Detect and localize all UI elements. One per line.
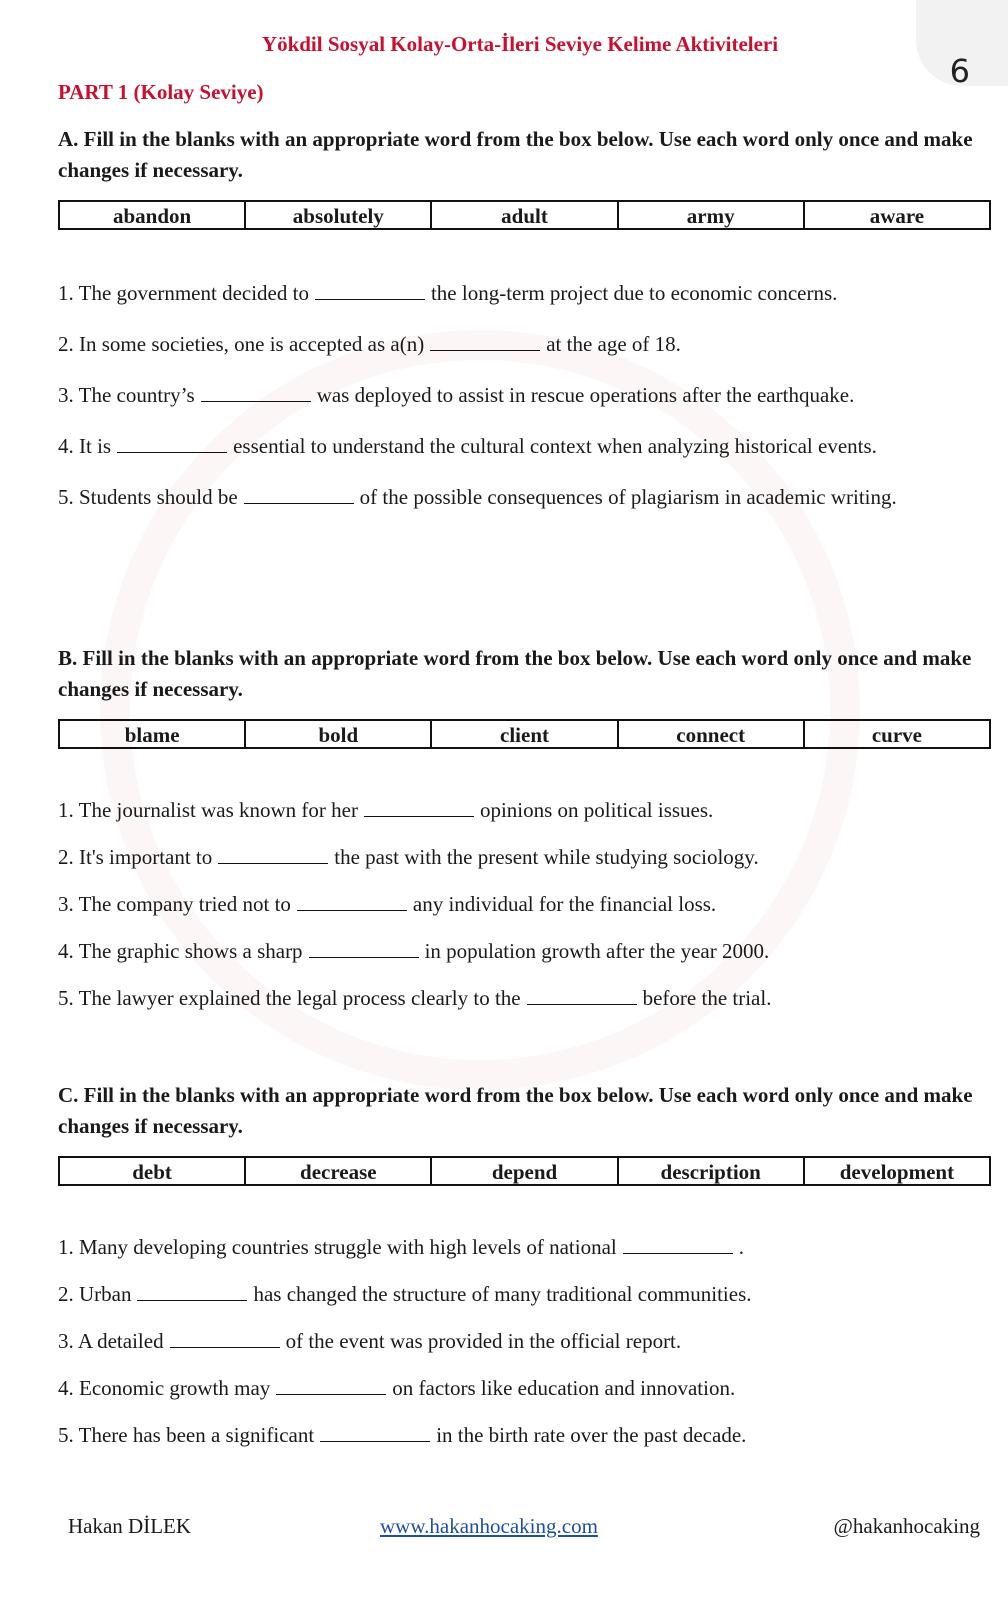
answer-blank[interactable] — [430, 332, 540, 351]
document-title: Yökdil Sosyal Kolay-Orta-İleri Seviye Kelime Aktiviteleri — [261, 32, 779, 56]
section-instruction: B. Fill in the blanks with an appropriate word from the box below. Use each word only once and make changes if necessary. — [58, 646, 972, 701]
question: 3. The country’s was deployed to assist in rescue operations after the earthquake. — [58, 383, 855, 407]
word-box-item: client — [432, 721, 618, 747]
word-box-item: adult — [432, 202, 618, 228]
question: 1. The journalist was known for her opinions on political issues. — [58, 798, 714, 822]
section-b — [58, 643, 998, 1014]
answer-blank[interactable] — [364, 798, 474, 817]
answer-blank[interactable] — [117, 434, 227, 453]
word-box-item: description — [619, 1158, 805, 1184]
word-box — [58, 719, 991, 749]
answer-blank[interactable] — [309, 939, 419, 958]
question: 1. The government decided to the long-term project due to economic concerns. — [58, 281, 838, 305]
answer-blank[interactable] — [170, 1329, 280, 1348]
word-box-item: army — [619, 202, 805, 228]
answer-blank[interactable] — [320, 1423, 430, 1442]
answer-blank[interactable] — [276, 1376, 386, 1395]
section-a — [58, 124, 998, 513]
answer-blank[interactable] — [315, 281, 425, 300]
question: 4. Economic growth may on factors like education and innovation. — [58, 1376, 736, 1400]
word-box-item: bold — [246, 721, 432, 747]
question: 3. The company tried not to any individual for the financial loss. — [58, 892, 717, 916]
word-box-item: connect — [619, 721, 805, 747]
part-title: PART 1 (Kolay Seviye) — [58, 80, 264, 104]
word-box-item: curve — [871, 723, 922, 747]
word-box-item: blame — [60, 721, 246, 747]
question: 2. Urban has changed the structure of many traditional communities. — [58, 1282, 752, 1306]
question: 3. A detailed of the event was provided in the official report. — [58, 1329, 682, 1353]
footer-website-link[interactable]: www.hakanhocaking.com — [380, 1514, 598, 1538]
answer-blank[interactable] — [527, 986, 637, 1005]
word-box-item: depend — [432, 1158, 618, 1184]
question: 1. Many developing countries struggle with high levels of national . — [58, 1235, 744, 1259]
word-box-item: development — [839, 1160, 955, 1184]
question: 4. The graphic shows a sharp in population growth after the year 2000. — [58, 939, 770, 963]
footer-social-handle: @hakanhocaking — [833, 1514, 980, 1538]
footer-author: Hakan DİLEK — [68, 1514, 192, 1538]
question: 4. It is essential to understand the cultural context when analyzing historical events. — [58, 434, 877, 458]
word-box — [58, 1156, 991, 1186]
answer-blank[interactable] — [137, 1282, 247, 1301]
question: 5. Students should be of the possible consequences of plagiarism in academic writing. — [58, 485, 897, 509]
question: 5. There has been a significant in the birth rate over the past decade. — [58, 1423, 747, 1447]
question: 2. It's important to the past with the present while studying sociology. — [58, 845, 759, 869]
answer-blank[interactable] — [201, 383, 311, 402]
answer-blank[interactable] — [244, 485, 354, 504]
section-instruction: A. Fill in the blanks with an appropriate word from the box below. Use each word only once and make changes if necessary. — [58, 127, 973, 182]
answer-blank[interactable] — [623, 1235, 733, 1254]
word-box-item: decrease — [246, 1158, 432, 1184]
page-number: 6 — [949, 52, 970, 90]
question: 5. The lawyer explained the legal process clearly to the before the trial. — [58, 986, 772, 1010]
word-box-item: debt — [60, 1158, 246, 1184]
answer-blank[interactable] — [218, 845, 328, 864]
word-box — [58, 200, 991, 230]
word-box-item: abandon — [60, 202, 246, 228]
answer-blank[interactable] — [297, 892, 407, 911]
section-instruction: C. Fill in the blanks with an appropriate word from the box below. Use each word only once and make changes if necessary. — [58, 1083, 973, 1138]
word-box-item: aware — [869, 204, 925, 228]
section-c — [58, 1080, 998, 1451]
word-box-item: absolutely — [246, 202, 432, 228]
question: 2. In some societies, one is accepted as a(n) at the age of 18. — [58, 332, 681, 356]
